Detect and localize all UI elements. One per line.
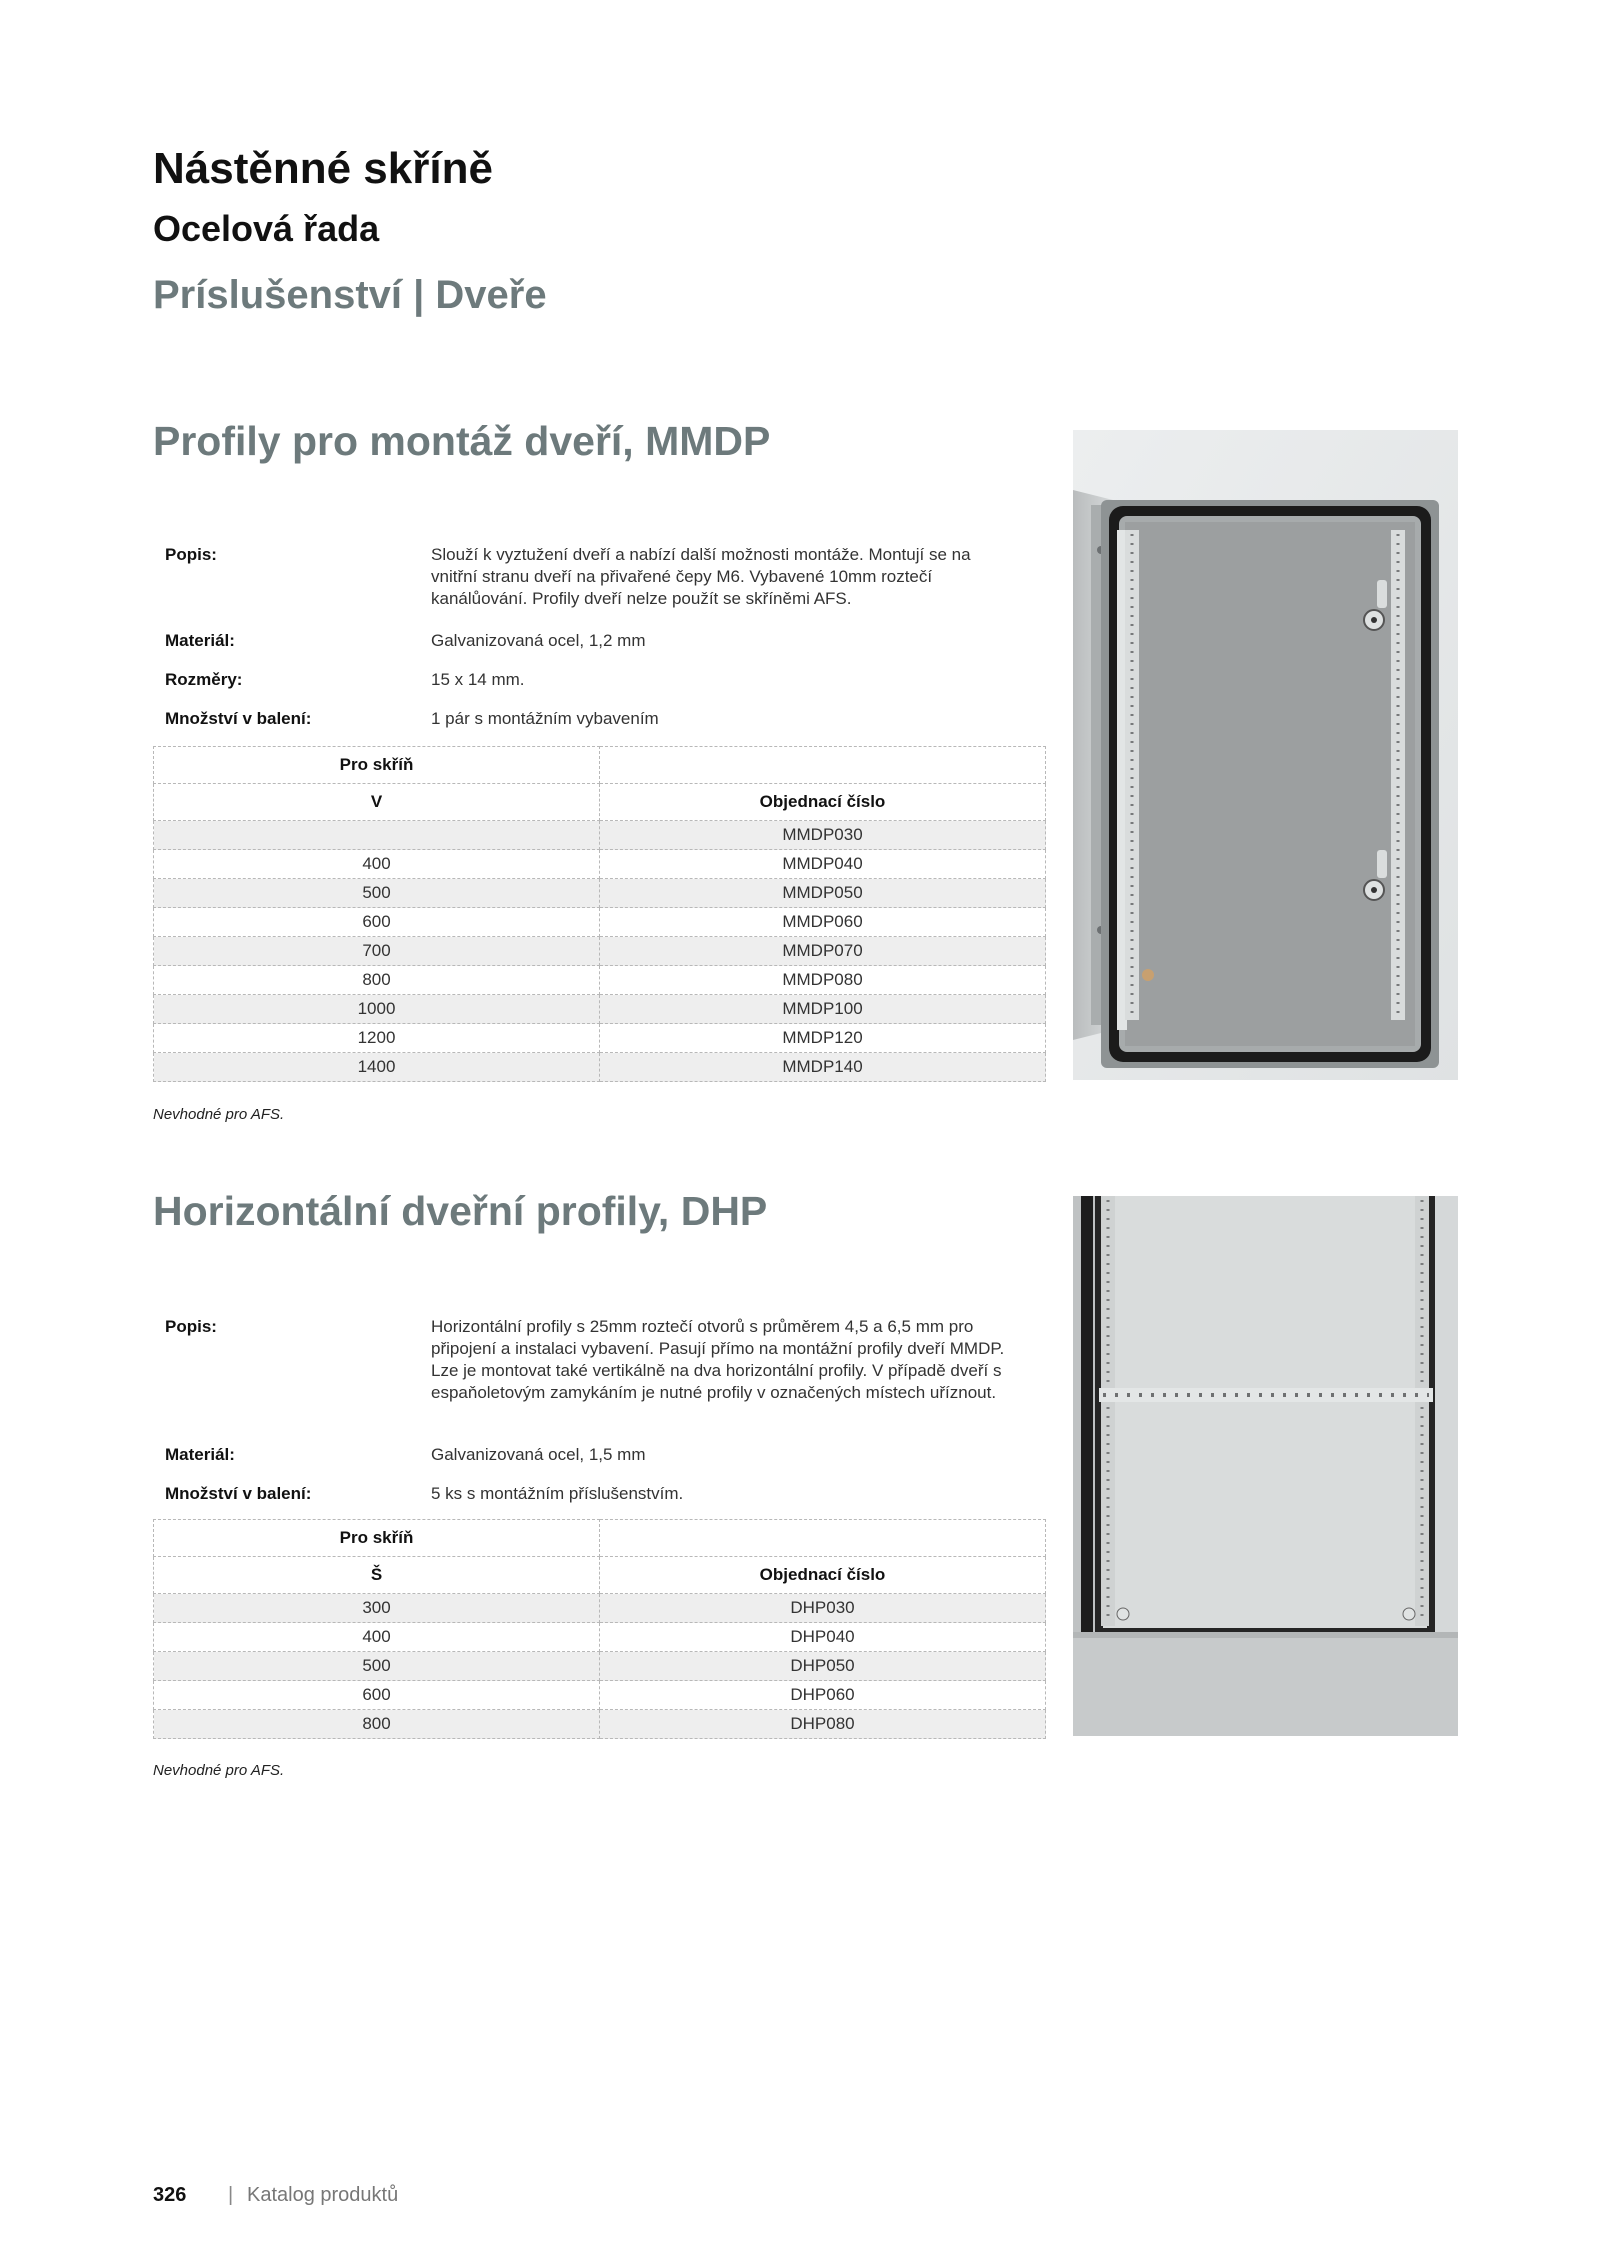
table-cell: 1200 <box>154 1024 600 1053</box>
table-cell: 700 <box>154 937 600 966</box>
table-row <box>154 995 1046 1024</box>
table-cell <box>154 821 600 850</box>
spec-label: Materiál: <box>165 631 235 650</box>
table-cell: MMDP100 <box>600 995 1046 1024</box>
table-group-header: Pro skříň <box>154 747 600 784</box>
table-cell: 800 <box>154 1710 600 1739</box>
table-header-empty <box>600 1520 1046 1557</box>
table-col-header: Objednací číslo <box>600 1557 1046 1594</box>
category-title: Príslušenství | Dveře <box>153 273 547 317</box>
footer-separator: | <box>228 2184 234 2206</box>
table-cell: 400 <box>154 850 600 879</box>
table-cell: DHP030 <box>600 1594 1046 1623</box>
table-cell: MMDP060 <box>600 908 1046 937</box>
table-group-header: Pro skříň <box>154 1520 600 1557</box>
table-row <box>154 1710 1046 1739</box>
table-row <box>154 821 1046 850</box>
spec-label: Popis: <box>165 1317 217 1336</box>
table-cell: DHP060 <box>600 1681 1046 1710</box>
page-number: 326 <box>153 2184 187 2206</box>
spec-value: Horizontální profily s 25mm roztečí otvorů s průměrem 4,5 a 6,5 mm pro připojení a instalaci vybavení. Pasují přímo na montážní profily dveří MMDP. Lze je montovat také vertikálně na dva horizontální profily. V případě dveří s espaňoletovým zamykáním je nutné profily v označených místech uříznout. <box>431 1317 1005 1402</box>
table-cell: 1400 <box>154 1053 600 1082</box>
table-cell: 800 <box>154 966 600 995</box>
table-cell: MMDP120 <box>600 1024 1046 1053</box>
note-dhp: Nevhodné pro AFS. <box>153 1762 285 1779</box>
table-cell: MMDP050 <box>600 879 1046 908</box>
footer-label: Katalog produktů <box>247 2184 399 2206</box>
spec-value: Galvanizovaná ocel, 1,5 mm <box>431 1445 646 1464</box>
table-row <box>154 966 1046 995</box>
table-cell: MMDP040 <box>600 850 1046 879</box>
table-row <box>154 1623 1046 1652</box>
order-table-dhp <box>153 1519 1046 1739</box>
table-cell: 600 <box>154 1681 600 1710</box>
spec-value: 1 pár s montážním vybavením <box>431 709 659 728</box>
table-row <box>154 1652 1046 1681</box>
table-cell: DHP040 <box>600 1623 1046 1652</box>
spec-label: Rozměry: <box>165 670 243 689</box>
product-image-dhp <box>1073 1196 1458 1736</box>
spec-value: Galvanizovaná ocel, 1,2 mm <box>431 631 646 650</box>
section-title-dhp: Horizontální dveřní profily, DHP <box>153 1188 768 1234</box>
table-cell: 500 <box>154 1652 600 1681</box>
spec-label: Množství v balení: <box>165 709 312 728</box>
table-row <box>154 1681 1046 1710</box>
note-mmdp: Nevhodné pro AFS. <box>153 1106 285 1123</box>
spec-label: Materiál: <box>165 1445 235 1464</box>
spec-value: 5 ks s montážním příslušenstvím. <box>431 1484 684 1503</box>
spec-value: 15 x 14 mm. <box>431 670 525 689</box>
table-row <box>154 908 1046 937</box>
table-header-empty <box>600 747 1046 784</box>
table-col-header: Objednací číslo <box>600 784 1046 821</box>
spec-label: Popis: <box>165 545 217 564</box>
cabinet-door-illustration <box>1073 430 1458 1080</box>
section-title-mmdp: Profily pro montáž dveří, MMDP <box>153 418 771 464</box>
table-cell: DHP080 <box>600 1710 1046 1739</box>
table-cell: 300 <box>154 1594 600 1623</box>
page-title: Nástěnné skříně <box>153 144 493 193</box>
table-cell: MMDP070 <box>600 937 1046 966</box>
table-cell: DHP050 <box>600 1652 1046 1681</box>
table-col-header: Š <box>154 1557 600 1594</box>
table-cell: 600 <box>154 908 600 937</box>
table-row <box>154 1024 1046 1053</box>
door-profile-illustration <box>1073 1196 1458 1736</box>
table-cell: MMDP080 <box>600 966 1046 995</box>
table-row <box>154 1053 1046 1082</box>
table-row <box>154 850 1046 879</box>
spec-label: Množství v balení: <box>165 1484 312 1503</box>
product-image-mmdp <box>1073 430 1458 1080</box>
order-table-mmdp <box>153 746 1046 1082</box>
table-cell: 1000 <box>154 995 600 1024</box>
table-cell: MMDP140 <box>600 1053 1046 1082</box>
table-cell: 500 <box>154 879 600 908</box>
table-row <box>154 937 1046 966</box>
page-subtitle: Ocelová řada <box>153 208 380 249</box>
table-col-header: V <box>154 784 600 821</box>
spec-value: Slouží k vyztužení dveří a nabízí další možnosti montáže. Montují se na vnitřní stranu dveří na přivařené čepy M6. Vybavené 10mm roztečí kanálůování. Profily dveří nelze použít se skříněmi AFS. <box>431 545 971 608</box>
table-row <box>154 879 1046 908</box>
table-row <box>154 1594 1046 1623</box>
table-cell: MMDP030 <box>600 821 1046 850</box>
table-cell: 400 <box>154 1623 600 1652</box>
